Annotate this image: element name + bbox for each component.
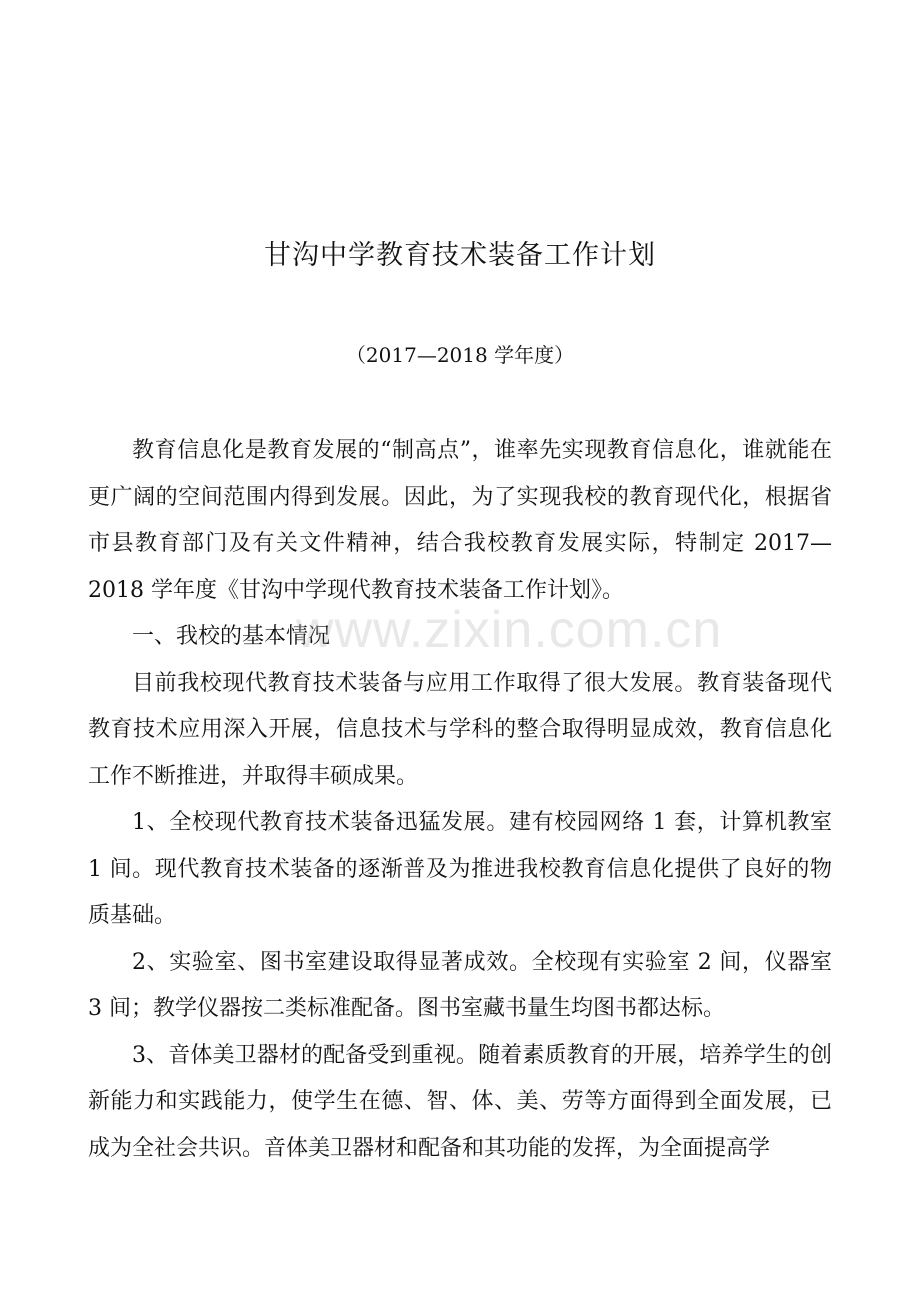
section-heading-basic-situation: 一、我校的基本情况 — [132, 624, 331, 649]
document-subtitle: （2017—2018 学年度） — [345, 343, 575, 367]
paragraph-item-3: 3、音体美卫器材的配备受到重视。随着素质教育的开展，培养学生的创新能力和实践能力，使学生在德、智、体、美、劳等方面得到全面发展，已成为全社会共识。音体美卫器材和配备和其功能的发挥，为全面提高学 — [88, 1042, 832, 1161]
paragraph-intro: 教育信息化是教育发展的“制高点”，谁率先实现教育信息化，谁就能在更广阔的空间范围内得到发展。因此，为了实现我校的教育现代化，根据省市县教育部门及有关文件精神，结合我校教育发展实际，特制定 2017—2018 学年度《甘沟中学现代教育技术装备工作计划》。 — [88, 438, 832, 603]
paragraph-item-2: 2、实验室、图书室建设取得显著成效。全校现有实验室 2 间，仪器室 3 间；教学仪器按二类标准配备。图书室藏书量生均图书都达标。 — [88, 949, 832, 1021]
document-title: 甘沟中学教育技术装备工作计划 — [264, 240, 656, 271]
paragraph-item-1: 1、全校现代教育技术装备迅猛发展。建有校园网络 1 套，计算机教室 1 间。现代教育技术装备的逐渐普及为推进我校教育信息化提供了良好的物质基础。 — [88, 810, 832, 928]
document-body — [88, 428, 832, 1172]
paragraph-overview: 目前我校现代教育技术装备与应用工作取得了很大发展。教育装备现代教育技术应用深入开展，信息技术与学科的整合取得明显成效，教育信息化工作不断推进，并取得丰硕成果。 — [88, 670, 832, 789]
watermark: www.zixin.com.cn — [296, 601, 723, 659]
